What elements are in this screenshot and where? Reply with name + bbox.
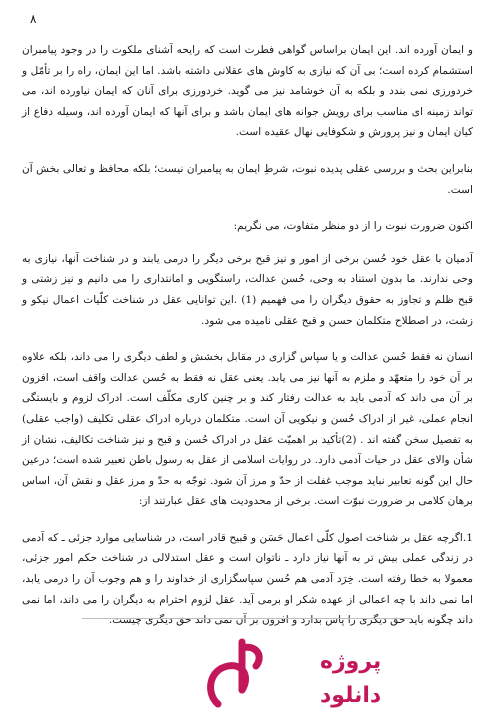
paragraph-obligation: انسان نه فقط حُسن عدالت و یا سپاس گزاری در مقابل بخشش و لطف دیگری را می داند، بلکه علاوه بر آن خود را متعهّد و ملزم به آنها نیز می یابد. یعنی عقل نه فقط به حُسن عدالت واقف است، افزون بر آن می داند که آدمی باید به عدالت رفتار کند و بر چنین کاری مکلّف است. ادراک لزوم و بایستگی انجام عملی، غیر از ادراک حُسن و نیکویی آن است. متکلمان درباره ادراک عقلی تکلیف (واجب عقلی) به تفصیل سخن گفته اند . (2)تأکید بر اهمیّت عقل در ادراک حُسن و قبح و نیز شناخت تکالیف، نشان از شأن والای عقل در حیات آدمی دارد. در روایات اسلامی از عقل به رسول باطن تعبیر شده است؛ درعین حال این گونه تعابیر نباید موجب غفلت از حدّ و مرز آن شود. توجّه به حدّ و مرز عقل و نقش آن، اساس برهان کلامی بر ضرورت نبوّت است. برخی از محدودیت های عقل عبارتند از:	[22, 351, 473, 508]
page-number: ۸	[30, 12, 37, 26]
paragraph-intro: و ایمان آورده اند. این ایمان براساس گواهی فطرت است که رایحه آشنای ملکوت را در وجود پیامبران استشمام کرده است؛ بی آن که نیازی به کاوش های عقلانی داشته باشد. اما این ایمان، راه را بر تأمّل و خردورزی نمی بندد و بلکه به آن خوشامد نیز می گوید. خردورزی برای آنان که ایمان نیاورده اند، می تواند زمینه ای مناسب برای رویش جوانه های ایمان باشد و برای آنها که ایمان آورده اند، وسیله دفاع از کیان ایمان و نیز پرورش و شکوفایی نهال عقیده است.	[22, 44, 473, 139]
site-logo	[198, 634, 382, 718]
logo-mark-icon	[211, 642, 260, 704]
paragraph-limit-1: 1.اگرچه عقل بر شناخت اصول کلّی اعمال حَسَن و قبیح قادر است، در شناسایی موارد جزئی ـ که آدمی در زندگی عملی بیش تر به آنها نیاز دارد ـ ناتوان است و عقل استدلالی در شناخت حکم امور جزئی، معمولا به خطا رفته است. خِرَد آدمی هم حُسن سپاسگزاری از خداوند را و هم وجوب آن را درمی یابد، اما نمی داند با چه اعمالی از عهده شکر او برمی آید. عقل لزوم احترام به دیگران را می داند، اما نمی داند چگونه باید حق دیگری را پاس بدارد و افزون بر آن نمی داند حق دیگری چیست.	[22, 531, 473, 627]
document-body	[22, 40, 473, 647]
paragraph-conclusion: بنابراین بحث و بررسی عقلی پدیده نبوت، شرطِ ایمان به پیامبران نیست؛ بلکه محافظ و تعالی بخش آن است.	[22, 162, 473, 196]
footer-divider	[82, 618, 411, 619]
logo-text-bottom: دانلود	[320, 683, 382, 708]
logo-text-top: پروژه	[320, 649, 382, 674]
paragraph-lead: اکنون ضرورت نبوت را از دو منظر متفاوت، می نگریم:	[233, 220, 473, 233]
paragraph-reason: آدمیان با عقل خود حُسن برخی از امور و نیز قبح برخی دیگر را درمی یابند و در شناخت آنها، نیازی به وحی ندارند. ما بدون استناد به وحی، حُسن عدالت، راستگویی و امانتداری را می دانیم و نیز زشتی و قبح ظلم و تجاوز به حقوق دیگران را می فهمیم (1) .این توانایی عقل در شناخت کلّیات اعمال نیکو و زشت، در اصطلاح متکلمان حسن و قبح عقلی نامیده می شود.	[22, 252, 474, 327]
